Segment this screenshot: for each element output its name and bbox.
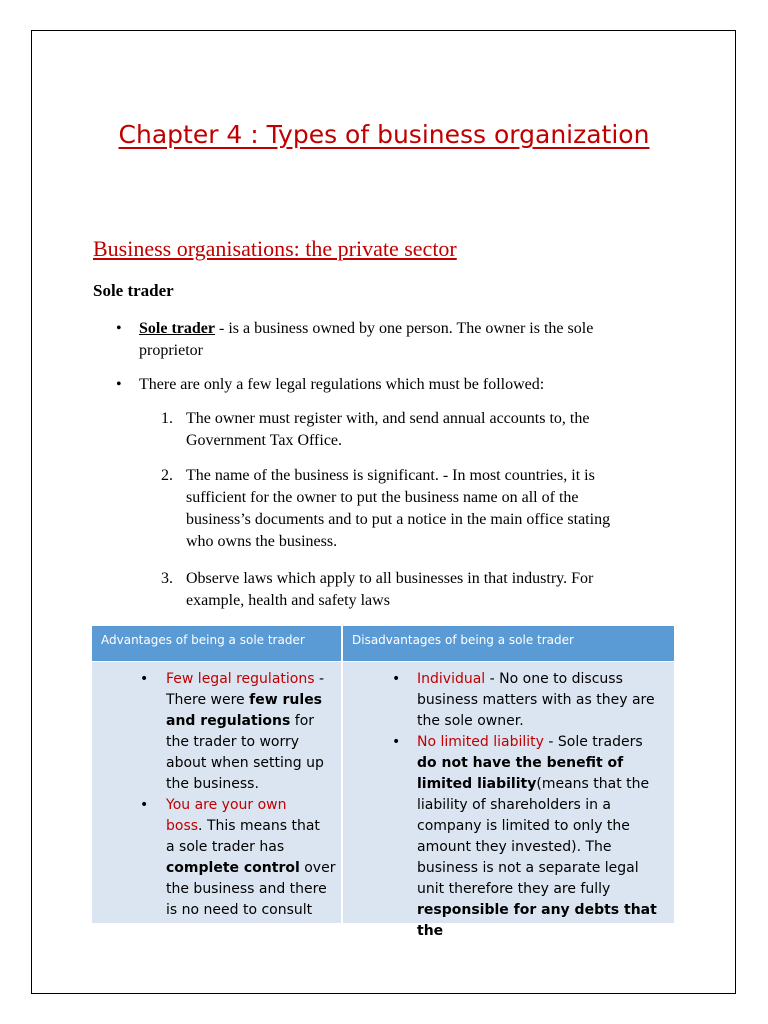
- disadvantage-title: Individual: [417, 671, 486, 687]
- text: . This means that: [198, 818, 320, 834]
- subheading-sole-trader: Sole trader: [93, 281, 174, 300]
- text: over: [299, 860, 336, 876]
- text-line: sufficient for the owner to put the business name on all of the: [186, 489, 579, 506]
- advantage-item-own-boss: [166, 795, 341, 921]
- text: company is limited to only the: [417, 818, 630, 834]
- text: few rules: [249, 692, 323, 708]
- disadvantage-title: No limited liability: [417, 734, 544, 750]
- text: complete control: [166, 860, 300, 876]
- bullet-marker: •: [140, 797, 149, 813]
- text: the sole owner.: [417, 713, 524, 729]
- bullet-legal-regulations: There are only a few legal regulations which must be followed:: [139, 376, 545, 393]
- text-line: The name of the business is significant. - In most countries, it is: [186, 467, 595, 484]
- text-line: who owns the business.: [186, 533, 338, 550]
- header-advantages: Advantages of being a sole trader: [92, 626, 341, 661]
- text: - No one to discuss: [485, 671, 623, 687]
- bullet-marker: •: [116, 376, 122, 393]
- text: the business.: [166, 776, 259, 792]
- text: do not have the benefit of: [417, 755, 624, 771]
- section-heading: Business organisations: the private sector: [93, 236, 457, 261]
- comparison-table: [92, 626, 674, 939]
- text: limited liability: [417, 776, 537, 792]
- advantage-item-few-regulations: [166, 669, 341, 795]
- text: responsible for any debts that the: [417, 902, 657, 939]
- chapter-title: Chapter 4 : Types of business organization: [118, 120, 650, 149]
- list-number: 1.: [161, 410, 173, 427]
- advantage-title: boss: [166, 818, 199, 834]
- text: (means that the: [536, 776, 650, 792]
- definition-line2: proprietor: [139, 342, 203, 359]
- text: business matters with as they are: [417, 692, 655, 708]
- list-number: 3.: [161, 570, 173, 587]
- text-line: The owner must register with, and send annual accounts to, the: [186, 410, 590, 427]
- text: a sole trader has: [166, 839, 285, 855]
- header-disadvantages: Disadvantages of being a sole trader: [343, 626, 674, 661]
- definition-line1: - is a business owned by one person. The owner is the sole: [214, 320, 594, 337]
- text-line: example, health and safety laws: [186, 592, 390, 609]
- text: the trader to worry: [166, 734, 300, 750]
- bullet-marker: •: [140, 671, 149, 687]
- list-number: 2.: [161, 467, 173, 484]
- sole-trader-term: Sole trader: [139, 320, 215, 337]
- advantage-title: Few legal regulations: [166, 671, 315, 687]
- text: is no need to consult: [166, 902, 313, 918]
- disadvantage-item-individual: [417, 669, 674, 732]
- bullet-marker: •: [392, 734, 401, 750]
- text-line: Observe laws which apply to all businesses in that industry. For: [186, 570, 594, 587]
- text: about when setting up: [166, 755, 324, 771]
- numbered-item-2: [186, 465, 686, 553]
- bullet-marker: •: [392, 671, 401, 687]
- text: amount they invested). The: [417, 839, 612, 855]
- text: business is not a separate legal: [417, 860, 639, 876]
- text: There were: [166, 692, 250, 708]
- text: unit therefore they are fully: [417, 881, 611, 897]
- text: - Sole traders: [543, 734, 643, 750]
- text-line: business’s documents and to put a notice in the main office stating: [186, 511, 611, 528]
- numbered-item-1: [186, 408, 686, 452]
- text: liability of shareholders in a: [417, 797, 612, 813]
- bullet-marker: •: [116, 320, 122, 337]
- text-line: Government Tax Office.: [186, 432, 343, 449]
- text: and regulations: [166, 713, 291, 729]
- text: the business and there: [166, 881, 327, 897]
- disadvantage-item-no-limited-liability: [417, 732, 674, 942]
- bullet-sole-trader-definition: [139, 318, 699, 362]
- numbered-item-3: [186, 568, 686, 612]
- advantage-title: You are your own: [166, 797, 287, 813]
- text: for: [290, 713, 315, 729]
- text: -: [314, 671, 325, 687]
